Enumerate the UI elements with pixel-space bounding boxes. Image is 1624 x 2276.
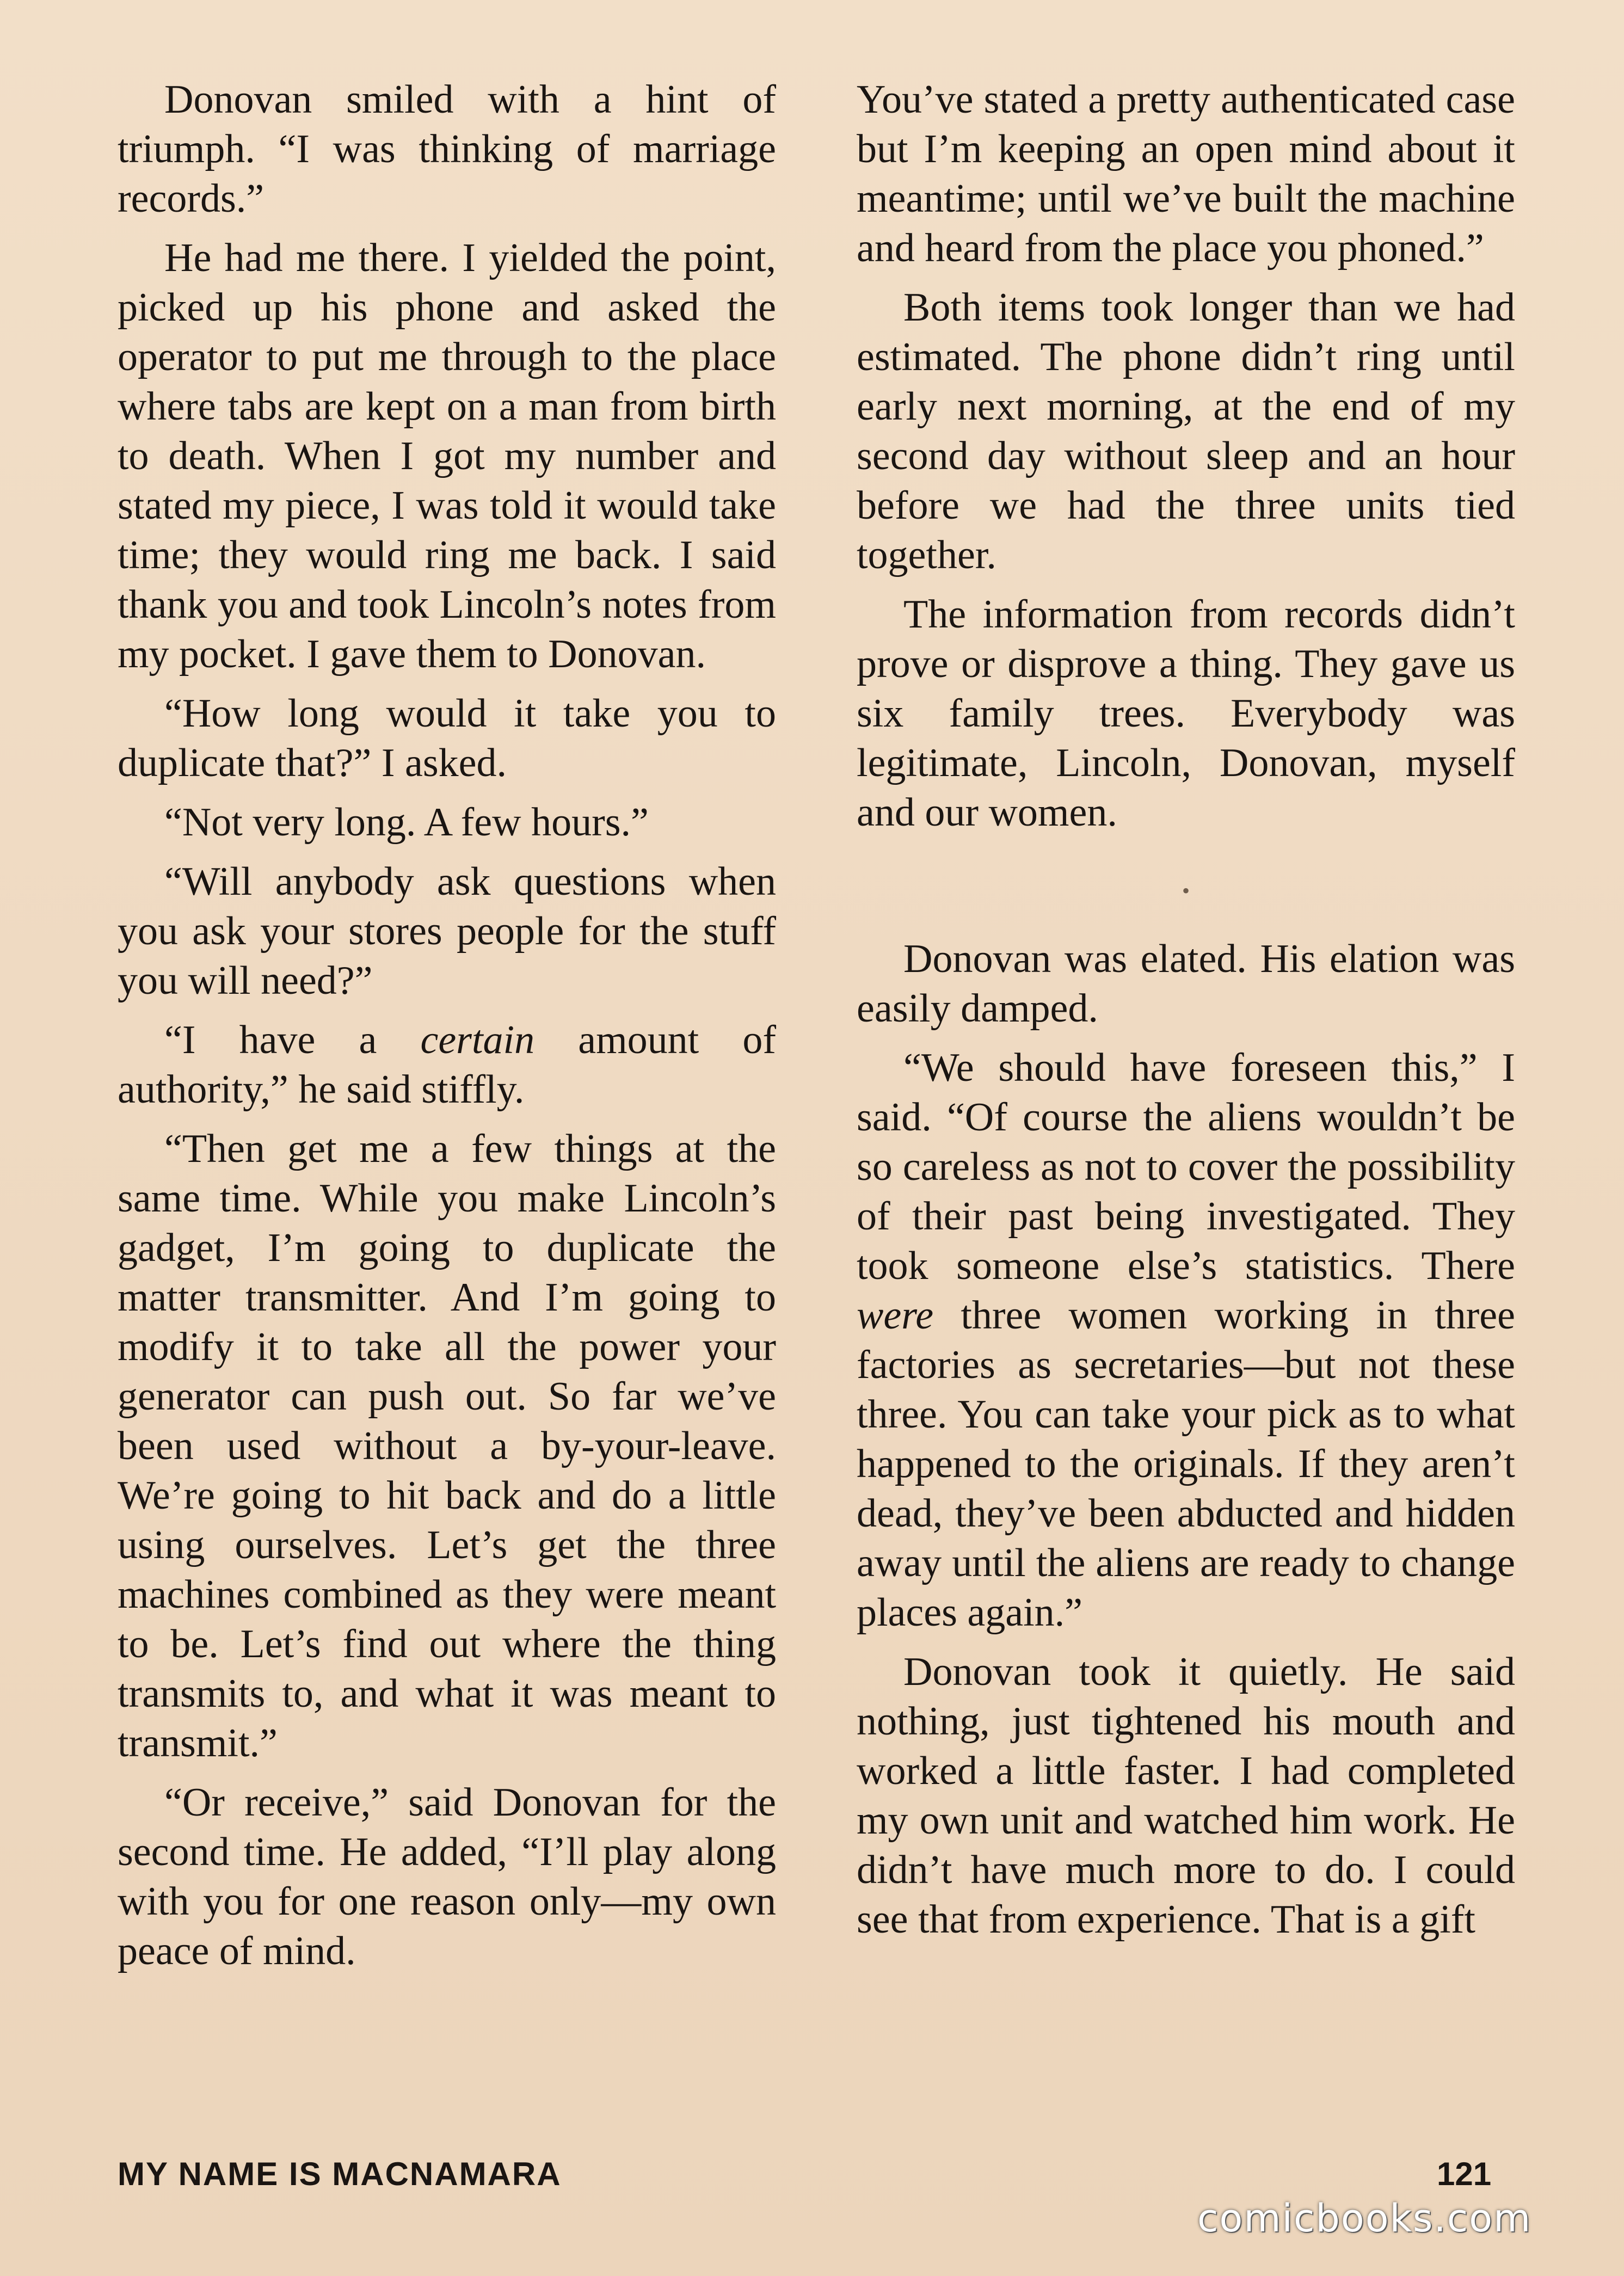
watermark: comicbooks.com bbox=[1197, 2196, 1532, 2241]
paragraph: “Not very long. A few hours.” bbox=[164, 800, 649, 845]
paragraph: Donovan took it quietly. He said nothing, just tightened his mouth and worked a little faster. I had completed my own unit and watched him work. He didn’t have much more to do. I could see that from experience. That is a gift bbox=[857, 1650, 1515, 1942]
paragraph: Donovan smiled with a hint of triumph. “I was thinking of marriage records.” bbox=[118, 77, 776, 221]
paragraph: You’ve stated a pretty authenticated case but I’m keeping an open mind about it meantime; until we’ve built the machine and heard from the place you phoned.” bbox=[857, 77, 1515, 270]
section-mark: • bbox=[1182, 878, 1190, 903]
paragraph: “Will anybody ask questions when you ask your stores people for the stuff you will need?” bbox=[118, 859, 776, 1003]
right-column bbox=[857, 75, 1515, 1954]
paragraph: He had me there. I yielded the point, picked up his phone and asked the operator to put me through to the place where tabs are kept on a man from birth to death. When I got my number and stated my piece, I was told it would take time; they would ring me back. I said thank you and took Lincoln’s notes from my pocket. I gave them to Donovan. bbox=[118, 236, 776, 676]
italic-word: were bbox=[857, 1293, 934, 1338]
text-run: three women working in three factories as secretaries—but not these three. You can take your pick as to what happened to the originals. If they aren’t dead, they’ve been abducted and hidden away until the aliens are ready to change places again.” bbox=[857, 1293, 1515, 1635]
paragraph: “How long would it take you to duplicate that?” I asked. bbox=[118, 691, 776, 785]
running-footer-title: MY NAME IS MACNAMARA bbox=[118, 2156, 562, 2192]
paragraph: “Or receive,” said Donovan for the second time. He added, “I’ll play along with you for one reason only—my own peace of mind. bbox=[118, 1780, 776, 1973]
paragraph-aliens bbox=[857, 1043, 1515, 1638]
left-column bbox=[118, 75, 776, 1986]
paragraph: “Then get me a few things at the same time. While you make Lincoln’s gadget, I’m going to duplicate the matter transmitter. And I’m going to modify it to take all the power your generator can push out. So far we’ve been used without a by-your-leave. We’re going to hit back and do a little using ourselves. Let’s get the three machines combined as they were meant to be. Let’s find out where the thing transmits to, and what it was meant to transmit.” bbox=[118, 1127, 776, 1766]
paragraph-authority bbox=[118, 1016, 776, 1115]
text-run: “I have a bbox=[164, 1018, 421, 1062]
paragraph: Donovan was elated. His elation was easily damped. bbox=[857, 937, 1515, 1031]
italic-word: certain bbox=[420, 1018, 535, 1062]
text-run: “We should have foreseen this,” I said. “Of course the aliens wouldn’t be so careless as not to cover the possibility of their past being investigated. They took someone else’s statistics. There bbox=[857, 1045, 1515, 1288]
text-run: amount of authority,” he said stiffly. bbox=[118, 1018, 777, 1112]
paragraph: The information from records didn’t prove or disprove a thing. They gave us six family trees. Everybody was legitimate, Lincoln, Donovan, myself and our women. bbox=[857, 592, 1515, 835]
section-break bbox=[857, 847, 1515, 934]
paragraph: Both items took longer than we had estimated. The phone didn’t ring until early next morning, at the end of my second day without sleep and an hour before we had the three units tied together. bbox=[857, 285, 1515, 577]
page-number: 121 bbox=[1437, 2156, 1492, 2192]
